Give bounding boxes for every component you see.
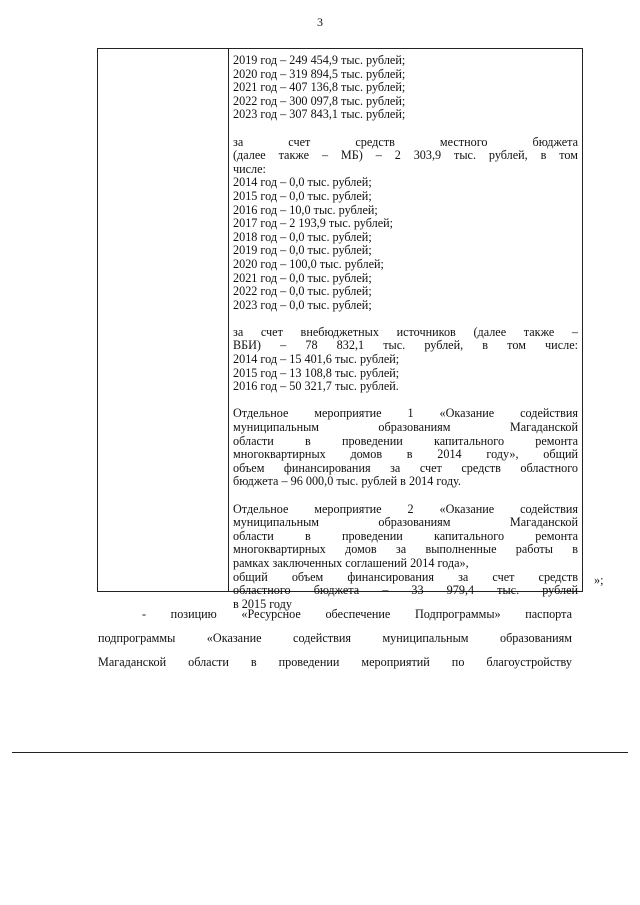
local-budget-year-line: 2018 год – 0,0 тыс. рублей;	[233, 229, 372, 244]
local-budget-year-line: 2022 год – 0,0 тыс. рублей;	[233, 284, 372, 299]
closing-quote: »;	[594, 573, 604, 587]
local-budget-intro: за счет средств местного бюджета	[233, 134, 578, 149]
local-budget-year-line: 2015 год – 0,0 тыс. рублей;	[233, 188, 372, 203]
extrabudgetary-year-line: 2014 год – 15 401,6 тыс. рублей;	[233, 352, 400, 367]
extrabudgetary-year-line: 2015 год – 13 108,8 тыс. рублей;	[233, 365, 400, 380]
measure-1-text: муниципальным образованиям Магаданской	[233, 420, 578, 435]
measure-1-text: объем финансирования за счет средств областного	[233, 460, 578, 475]
regional-budget-year-line: 2019 год – 249 454,9 тыс. рублей;	[233, 53, 406, 67]
measure-2-text: в 2015 году	[233, 596, 292, 611]
measure-2-text: рамках заключенных соглашений 2014 года»,	[233, 555, 469, 570]
local-budget-intro: (далее также – МБ) – 2 303,9 тыс. рублей, в том	[233, 148, 578, 163]
regional-budget-year-line: 2022 год – 300 097,8 тыс. рублей;	[233, 93, 406, 108]
measure-2-text: общий объем финансирования за счет средств	[233, 569, 578, 584]
extrabudgetary-intro: за счет внебюджетных источников (далее также –	[233, 324, 578, 339]
page-number: 3	[317, 15, 323, 29]
body-line: Магаданской области в проведении мероприятий по благоустройству	[98, 655, 572, 669]
regional-budget-year-line: 2020 год – 319 894,5 тыс. рублей;	[233, 66, 406, 81]
regional-budget-year-line: 2023 год – 307 843,1 тыс. рублей;	[233, 107, 406, 122]
local-budget-year-line: 2020 год – 100,0 тыс. рублей;	[233, 256, 384, 271]
local-budget-year-line: 2014 год – 0,0 тыс. рублей;	[233, 175, 372, 190]
body-line: - позицию «Ресурсное обеспечение Подпрограммы» паспорта	[142, 607, 572, 621]
local-budget-intro: числе:	[233, 161, 266, 176]
table-left-cell	[98, 49, 228, 591]
extrabudgetary-intro: ВБИ) – 78 832,1 тыс. рублей, в том числе:	[233, 338, 578, 353]
measure-1-text: многоквартирных домов в 2014 году», общий	[233, 447, 578, 462]
table-column-divider	[228, 49, 229, 591]
measure-1-text: области в проведении капитального ремонта	[233, 433, 578, 448]
measure-1-text: Отдельное мероприятие 1 «Оказание содействия	[233, 406, 578, 421]
measure-1-text: бюджета – 96 000,0 тыс. рублей в 2014 году.	[233, 474, 461, 489]
measure-2-text: муниципальным образованиям Магаданской	[233, 515, 578, 530]
extrabudgetary-year-line: 2016 год – 50 321,7 тыс. рублей.	[233, 379, 399, 394]
local-budget-year-line: 2016 год – 10,0 тыс. рублей;	[233, 202, 378, 217]
body-line: подпрограммы «Оказание содействия муниципальным образованиям	[98, 631, 572, 645]
measure-2-text: области в проведении капитального ремонта	[233, 528, 578, 543]
funding-table	[97, 48, 583, 611]
body-paragraph	[98, 602, 572, 674]
local-budget-year-line: 2021 год – 0,0 тыс. рублей;	[233, 270, 372, 285]
measure-2-text: областного бюджета – 33 979,4 тыс. рублей	[233, 583, 578, 598]
local-budget-year-line: 2019 год – 0,0 тыс. рублей;	[233, 243, 372, 258]
table-right-cell	[233, 54, 578, 611]
local-budget-year-line: 2017 год – 2 193,9 тыс. рублей;	[233, 216, 394, 231]
measure-2-text: многоквартирных домов за выполненные работы в	[233, 542, 578, 557]
measure-2-text: Отдельное мероприятие 2 «Оказание содействия	[233, 501, 578, 516]
local-budget-year-line: 2023 год – 0,0 тыс. рублей;	[233, 297, 372, 312]
footer-rule	[12, 752, 628, 753]
regional-budget-year-line: 2021 год – 407 136,8 тыс. рублей;	[233, 80, 406, 95]
